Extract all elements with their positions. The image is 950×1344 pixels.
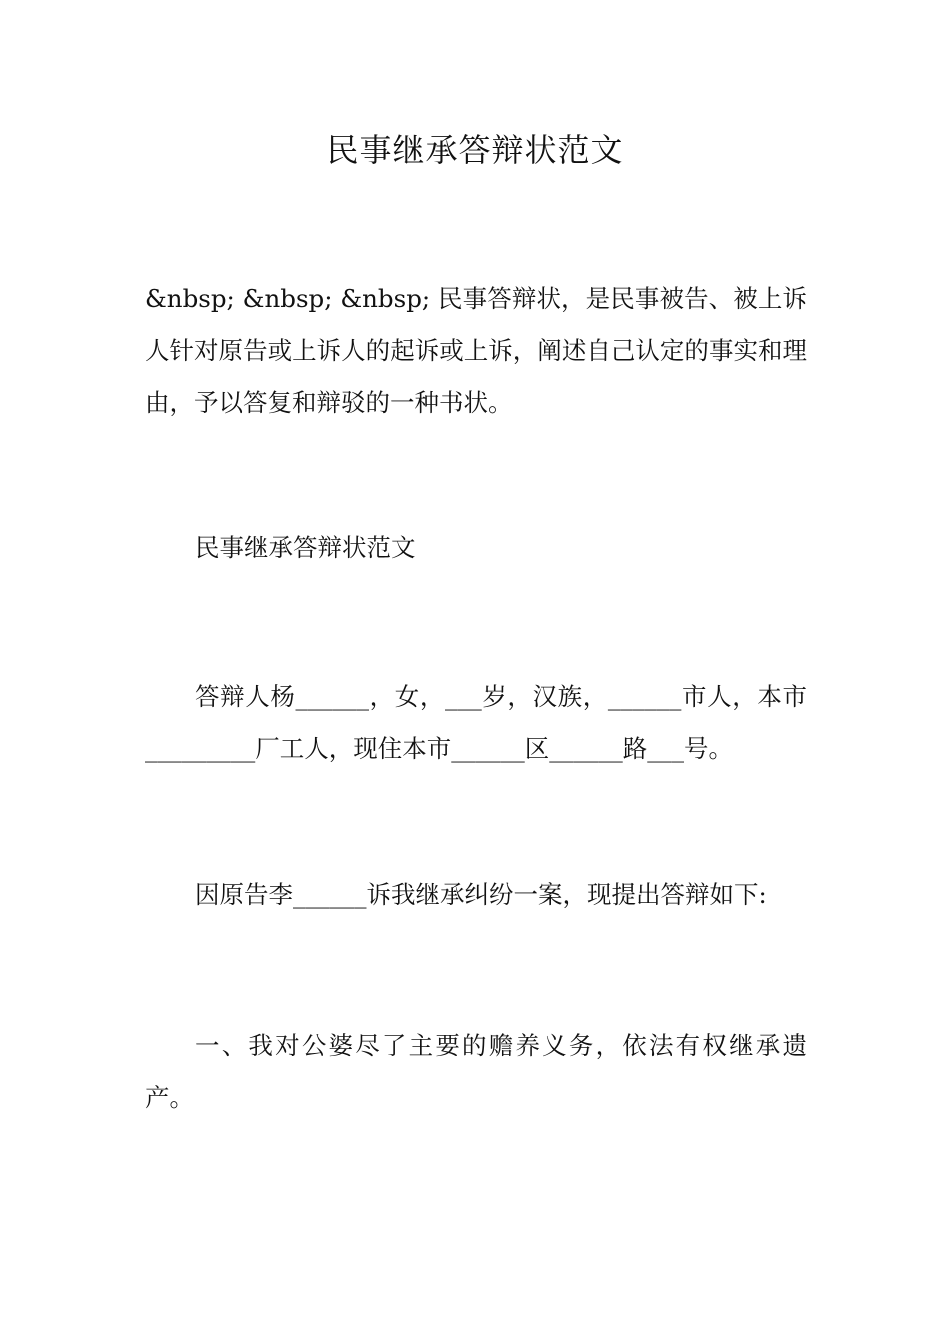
- intro-paragraph: &nbsp; &nbsp; &nbsp; 民事答辩状，是民事被告、被上诉人针对原告或上诉人的起诉或上诉，阐述自己认定的事实和理由，予以答复和辩驳的一种书状。: [145, 284, 807, 417]
- document-title: 民事继承答辩状范文: [326, 131, 624, 169]
- subtitle-paragraph: 民事继承答辩状范文: [195, 533, 416, 562]
- cause-paragraph: 因原告李______诉我继承纠纷一案，现提出答辩如下:: [195, 880, 767, 909]
- point-one-paragraph: 一、我对公婆尽了主要的赡养义务，依法有权继承遗产。: [145, 1031, 807, 1112]
- respondent-paragraph: 答辩人杨______，女，___岁，汉族，______市人，本市_________厂工人，现住本市______区______路___号。: [145, 682, 807, 763]
